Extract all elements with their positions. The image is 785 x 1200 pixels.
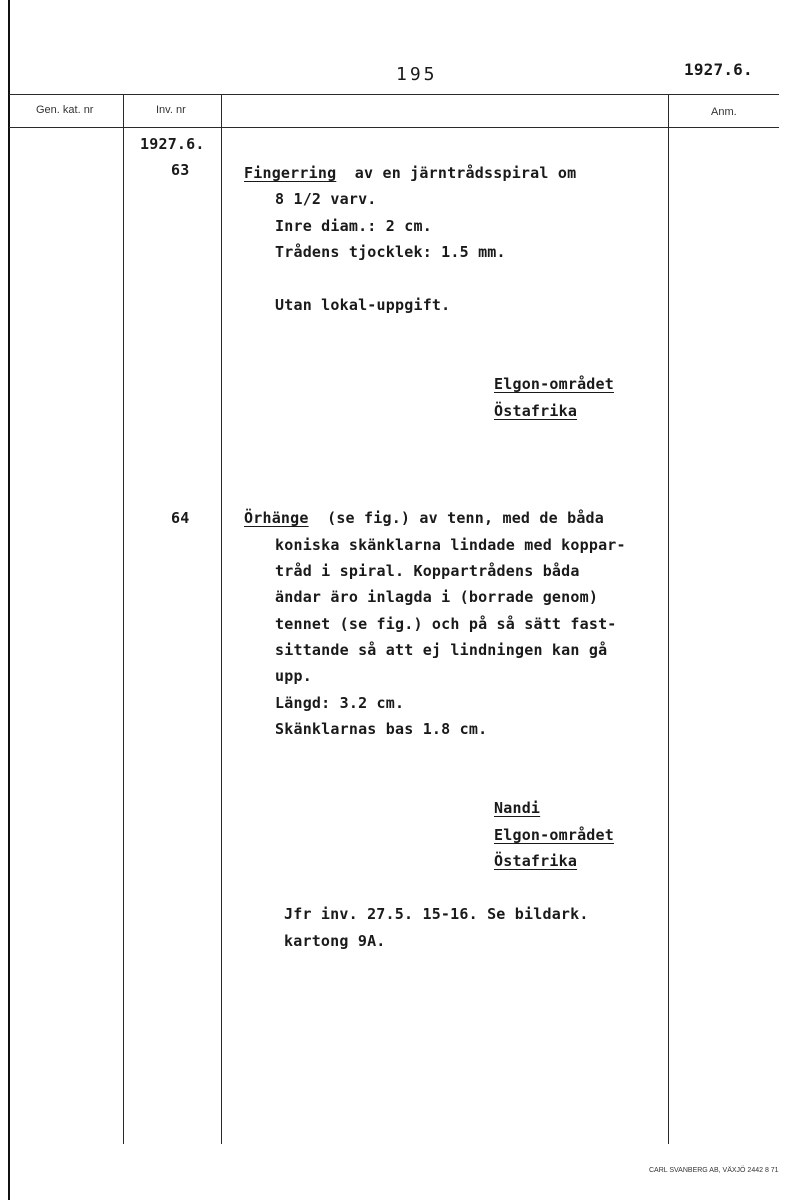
left-margin-rule — [8, 0, 10, 1200]
header-top-rule — [9, 94, 779, 95]
column-header-inv: Inv. nr — [156, 104, 186, 116]
entry-64-location-region: Elgon-området — [494, 826, 614, 844]
entry-63-inv-header: 1927.6. — [140, 135, 205, 153]
entry-64-number: 64 — [171, 509, 190, 527]
entry-64-location-people: Nandi — [494, 799, 541, 817]
column-rule-3 — [668, 94, 669, 1144]
entry-63-title: Fingerring — [244, 164, 337, 182]
entry-63-line: 8 1/2 varv. — [275, 190, 377, 208]
entry-64-line: ändar äro inlagda i (borrade genom) — [275, 588, 599, 606]
header-bottom-rule — [9, 127, 779, 128]
entry-64-title-rest: (se fig.) av tenn, med de båda — [308, 509, 605, 527]
column-rule-2 — [221, 94, 222, 1144]
entry-63-line: Inre diam.: 2 cm. — [275, 217, 432, 235]
entry-63-title-line — [244, 164, 576, 182]
entry-64-line: tråd i spiral. Koppartrådens båda — [275, 562, 580, 580]
column-rule-1 — [123, 94, 124, 1144]
column-header-gen-kat: Gen. kat. nr — [36, 104, 94, 116]
entry-64-title-line — [244, 509, 604, 527]
entry-64-title: Örhänge — [244, 509, 309, 527]
entry-63-title-rest: av en järntrådsspiral om — [336, 164, 577, 182]
entry-64-line: Skänklarnas bas 1.8 cm. — [275, 720, 488, 738]
entry-64-reference: Jfr inv. 27.5. 15-16. Se bildark. — [284, 905, 589, 923]
entry-63-location-continent: Östafrika — [494, 402, 578, 420]
entry-64-reference: kartong 9A. — [284, 932, 386, 950]
entry-64-line: koniska skänklarna lindade med koppar- — [275, 536, 626, 554]
column-header-anm: Anm. — [711, 106, 737, 118]
entry-63-number: 63 — [171, 161, 190, 179]
entry-64-line: upp. — [275, 667, 312, 685]
entry-63-line: Trådens tjocklek: 1.5 mm. — [275, 243, 506, 261]
page-number: 195 — [396, 64, 438, 85]
entry-64-location-continent: Östafrika — [494, 852, 578, 870]
entry-63-location-region: Elgon-området — [494, 375, 614, 393]
entry-64-line: sittande så att ej lindningen kan gå — [275, 641, 608, 659]
entry-63-note: Utan lokal-uppgift. — [275, 296, 451, 314]
entry-64-line: tennet (se fig.) och på så sätt fast- — [275, 615, 617, 633]
year-reference: 1927.6. — [684, 60, 753, 79]
entry-64-line: Längd: 3.2 cm. — [275, 694, 405, 712]
printer-imprint: CARL SVANBERG AB, VÄXJÖ 2442 8 71 — [649, 1167, 779, 1174]
